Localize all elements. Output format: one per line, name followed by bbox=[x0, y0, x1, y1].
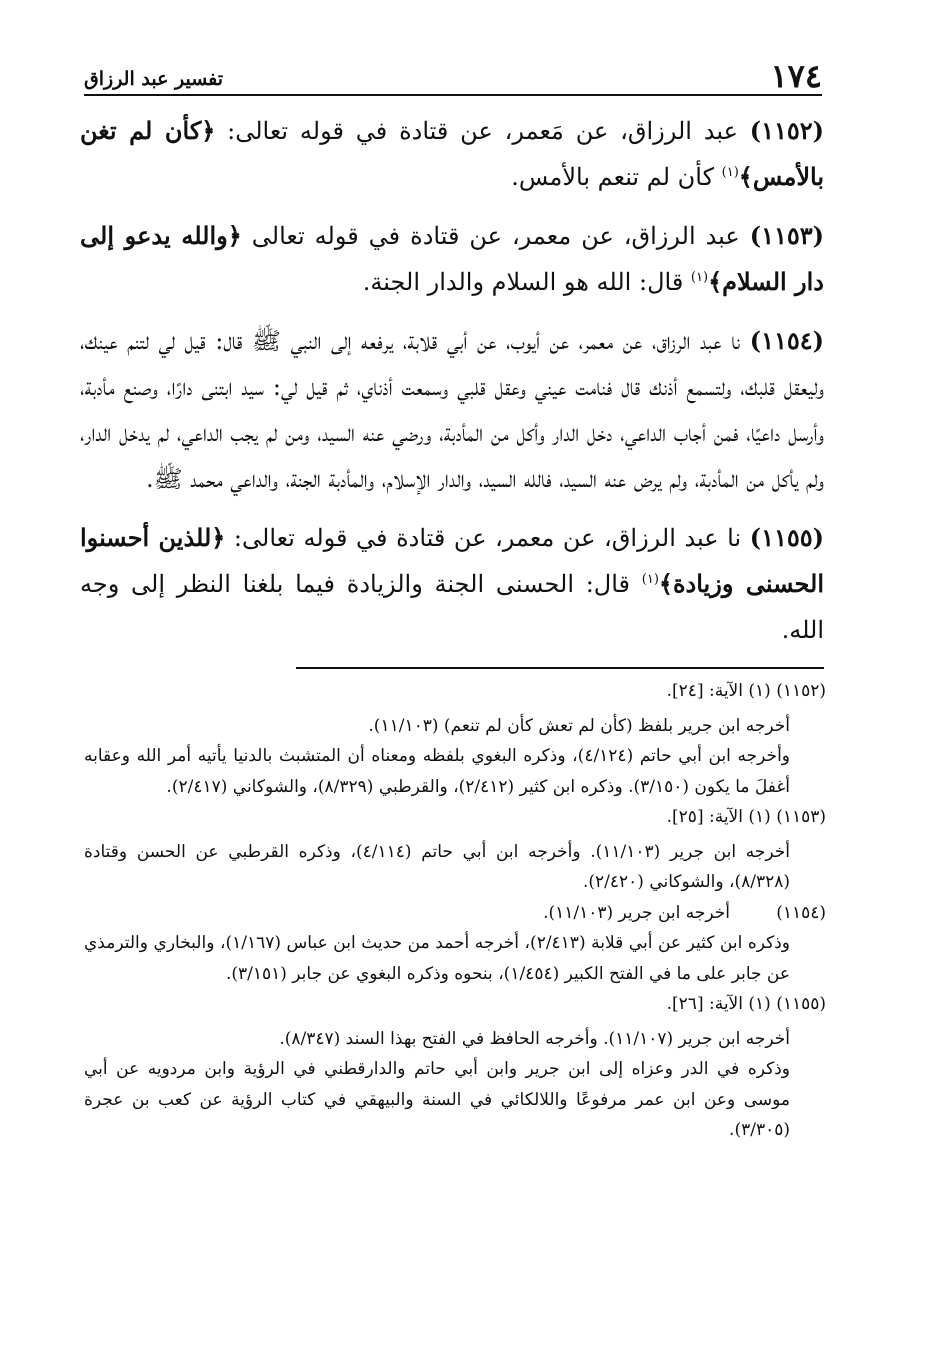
narration-1152 bbox=[80, 108, 824, 200]
footnote-line: أخرجه ابن جرير (١١/١٠٧). وأخرجه الحافظ في الفتح بهذا السند (٨/٣٤٧). bbox=[279, 1028, 790, 1049]
footnote-1154 bbox=[84, 898, 826, 990]
footnote-line: وذكره ابن كثير عن أبي قلابة (٢/٤١٣)، أخرجه أحمد من حديث ابن عباس (١/١٦٧)، والبخاري والترمذي عن جابر على ما في الفتح الكبير (١/٤٥٤)، بنحوه وذكره البغوي عن جابر (٣/١٥١). bbox=[84, 933, 790, 984]
narration-number: (١١٥٣) bbox=[749, 221, 824, 250]
narration-text: نا عبد الرزاق، عن معمر، عن أيوب، عن أبي قلابة، يرفعه إلى النبي ﷺ قال: قيل لي لتنم عينك، وليعقل قلبك، ولتسمع أذنك قال فنامت عيني وعقل قلبي وسمعت أذناي، ثم قيل لي: سيد ابتنى دارًا، وصنع مأدبة، وأرسل داعيًا، فمن أجاب الداعي، دخل الدار وأكل من المأدبة، ورضي عنه السيد، ومن لم يجب الداعي، لم يدخل الدار، ولم يأكل من المأدبة، ولم يرض عنه السيد، فالله السيد، والدار الإسلام، والمأدبة الجنة، والداعي محمد ﷺ. bbox=[80, 327, 824, 493]
quran-verse: ﴿للذين أحسنوا الحسنى وزيادة﴾ bbox=[80, 523, 824, 598]
footnote-head: (١١٥٥) (١) الآية: [٢٦]. bbox=[666, 994, 826, 1014]
narration-1155 bbox=[80, 515, 824, 653]
footnotes bbox=[84, 676, 826, 1146]
narration-text-end: قال: الحسنى الجنة والزيادة فيما بلغنا النظر إلى وجه الله. bbox=[80, 570, 824, 644]
narration-text: عبد الرزاق، عن مَعمر، عن قتادة في قوله تعالى: bbox=[215, 117, 750, 145]
footnote-head: (١١٥٣) (١) الآية: [٢٥]. bbox=[666, 807, 826, 827]
narration-text-end: كأن لم تنعم بالأمس. bbox=[511, 163, 722, 191]
narration-number: (١١٥٢) bbox=[749, 116, 825, 145]
book-title: تفسير عبد الرزاق bbox=[84, 68, 224, 90]
footnote-1152 bbox=[84, 676, 826, 802]
narration-text: نا عبد الرزاق، عن معمر، عن قتادة في قوله تعالى: bbox=[225, 524, 750, 552]
footnote-marker: (١) bbox=[641, 572, 659, 587]
narration-number: (١١٥٥) bbox=[749, 523, 824, 552]
footnote-1155 bbox=[84, 989, 826, 1146]
narration-1153 bbox=[80, 213, 824, 305]
footnote-line: وذكره في الدر وعزاه إلى ابن جرير وابن أبي حاتم والدارقطني في الرؤية وابن مردويه عن أبي موسى وعن ابن عمر مرفوعًا واللالكائي في السنة والبيهقي في كتاب الرؤية عن كعب بن عجرة (٣/٣٠٥). bbox=[84, 1059, 790, 1140]
narration-1154 bbox=[80, 318, 824, 502]
quran-verse: ﴿كأن لم تغن بالأمس﴾ bbox=[80, 116, 824, 191]
page-header bbox=[84, 56, 822, 96]
narration-number: (١١٥٤) bbox=[749, 326, 824, 355]
footnote-line: وأخرجه ابن أبي حاتم (٤/١٢٤)، وذكره البغوي بلفظه ومعناه أن المتشبث بالدنيا يأتيه أمر الله وعقابه أغفلَ ما يكون (٣/١٥٠). وذكره ابن كثير (٢/٤١٢)، والقرطبي (٨/٣٢٩)، والشوكاني (٢/٤١٧). bbox=[84, 746, 790, 797]
footnote-1153 bbox=[84, 802, 826, 898]
footnote-line bbox=[84, 898, 826, 929]
narration-text-end: قال: الله هو السلام والدار الجنة. bbox=[362, 268, 691, 296]
quran-verse: ﴿والله يدعو إلى دار السلام﴾ bbox=[80, 221, 824, 296]
footnote-head: (١١٥٤) bbox=[776, 902, 826, 923]
footnote-line: أخرجه ابن جرير بلفظ (كأن لم تعش كأن لم تنعم) (١١/١٠٣). bbox=[368, 715, 790, 736]
footnote-divider bbox=[296, 667, 824, 669]
narration-text: عبد الرزاق، عن معمر، عن قتادة في قوله تعالى bbox=[241, 222, 750, 250]
footnote-marker: (١) bbox=[690, 270, 709, 285]
page-number: ١٧٤ bbox=[770, 57, 822, 95]
footnote-text: أخرجه ابن جرير (١١/١٠٣). bbox=[543, 902, 730, 923]
footnote-line: أخرجه ابن جرير (١١/١٠٣). وأخرجه ابن أبي حاتم (٤/١١٤)، وذكره القرطبي عن الحسن وقتادة (٨/٣٢٨)، والشوكاني (٢/٤٢٠). bbox=[84, 841, 790, 892]
main-text bbox=[80, 108, 824, 666]
footnote-head: (١١٥٢) (١) الآية: [٢٤]. bbox=[666, 681, 826, 701]
footnote-marker: (١) bbox=[721, 165, 739, 180]
